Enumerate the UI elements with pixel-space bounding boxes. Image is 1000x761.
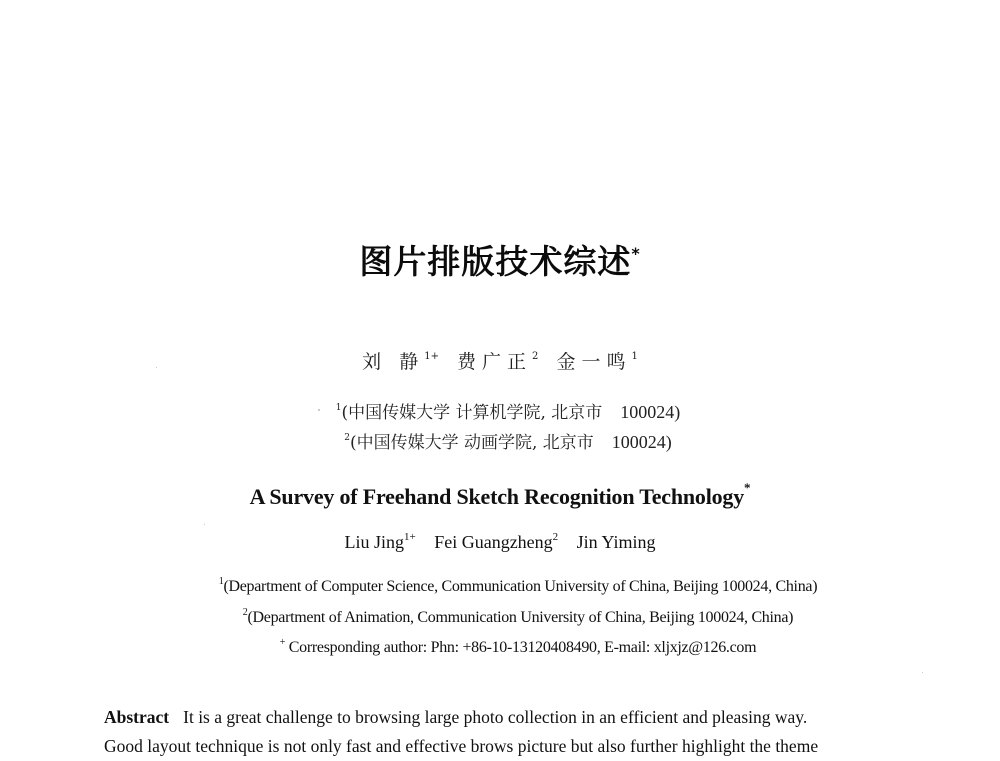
english-affiliation-1: $^1$(Department of Computer Science, Communication University of China, Beijing 100024, China) bbox=[218, 576, 818, 595]
chinese-authors bbox=[0, 347, 1000, 374]
abstract-line: Abstract It is a great challenge to browsing large photo collection in an efficient and pleasing way. bbox=[104, 707, 808, 727]
chinese-author: 金一鸣$^1$ bbox=[556, 351, 638, 373]
chinese-author: 费广正$^2$ bbox=[457, 351, 539, 373]
scan-speck bbox=[922, 672, 923, 673]
scan-speck bbox=[318, 409, 320, 411]
english-author: Fei Guangzheng$^2$ bbox=[434, 531, 559, 552]
title-footnote-mark: * bbox=[744, 480, 751, 495]
english-affiliation-2: $^2$(Department of Animation, Communication University of China, Beijing 100024, China) bbox=[242, 607, 794, 626]
english-author: Jin Yiming bbox=[576, 532, 656, 552]
corresponding-author: + Corresponding author: Phn: +86-10-13120408490, E-mail: xljxjz@126.com bbox=[279, 637, 757, 656]
title-footnote-mark: * bbox=[631, 244, 641, 263]
chinese-affiliation-1: $^1$(中国传媒大学 计算机学院, 北京市 100024) bbox=[335, 402, 681, 423]
english-author: Liu Jing$^{1+}$ bbox=[344, 531, 416, 552]
abstract bbox=[104, 703, 900, 761]
english-authors bbox=[0, 531, 1000, 553]
abstract-line: Good layout technique is not only fast and effective brows picture but also further highlight the theme bbox=[104, 736, 819, 756]
chinese-title-text: 图片排版技术综述 bbox=[359, 242, 632, 281]
scan-speck bbox=[156, 367, 157, 368]
chinese-author: 刘 静$^{1+}$ bbox=[362, 351, 439, 373]
chinese-title bbox=[0, 236, 1000, 283]
abstract-label: Abstract bbox=[104, 707, 170, 727]
chinese-affiliation-2: $^2$(中国传媒大学 动画学院, 北京市 100024) bbox=[344, 432, 672, 453]
english-title: A Survey of Freehand Sketch Recognition Technology* bbox=[249, 480, 751, 509]
scan-speck bbox=[204, 524, 205, 525]
